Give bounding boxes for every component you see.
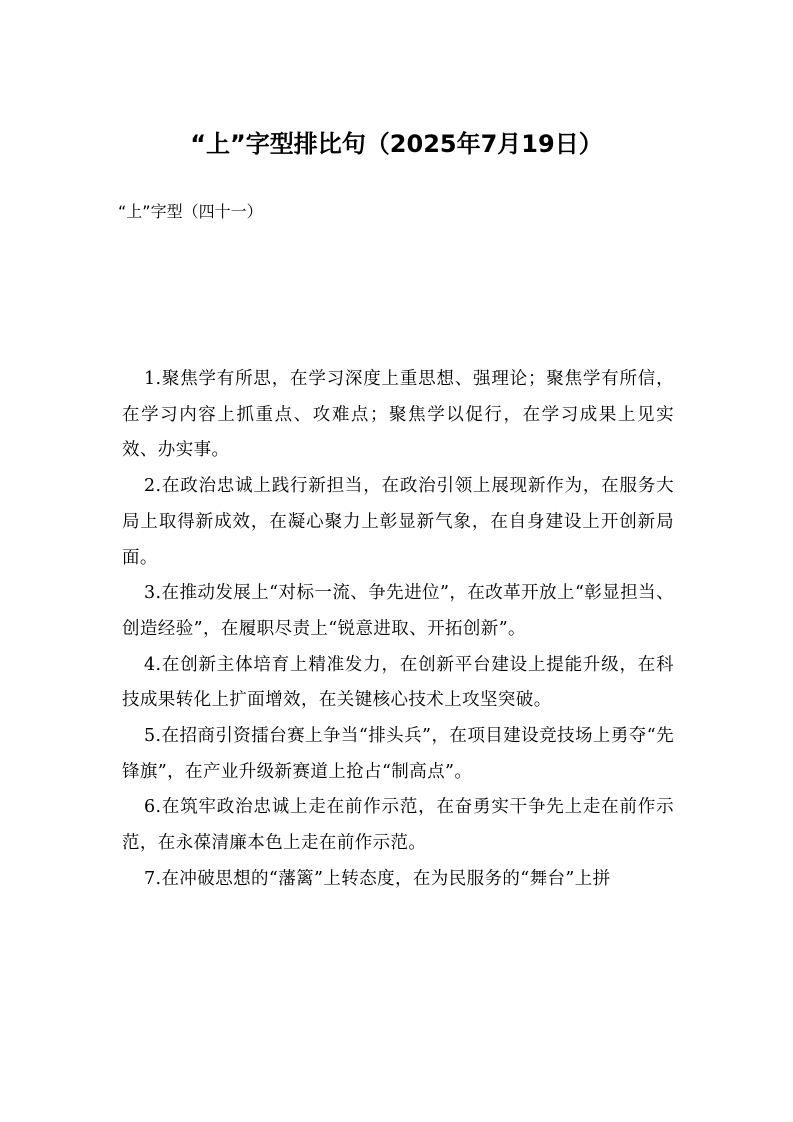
document-subtitle: “上”字型（四十一） — [118, 202, 263, 221]
paragraph-6: 6.在筑牢政治忠诚上走在前作示范，在奋勇实干争先上走在前作示范，在永葆清廉本色上走在前作示范。 — [122, 797, 674, 854]
paragraph-5: 5.在招商引资擂台赛上争当“排头兵”，在项目建设竞技场上勇夺“先锋旗”，在产业升级新赛道上抢占“制高点”。 — [122, 726, 674, 782]
paragraph-3: 3.在推动发展上“对标一流、争先进位”，在改革开放上“彰显担当、创造经验”，在履职尽责上“锐意进取、开拓创新”。 — [122, 583, 674, 639]
paragraph-4: 4.在创新主体培育上精准发力，在创新平台建设上提能升级，在科技成果转化上扩面增效，在关键核心技术上攻坚突破。 — [122, 654, 674, 711]
document-body — [122, 362, 674, 898]
paragraph-7: 7.在冲破思想的“藩篱”上转态度，在为民服务的“舞台”上拼 — [144, 868, 611, 889]
paragraph-1: 1.聚焦学有所思，在学习深度上重思想、强理论；聚焦学有所信，在学习内容上抓重点、攻难点；聚焦学以促行，在学习成果上见实效、办实事。 — [122, 369, 674, 461]
document-title: “上”字型排比句（2025年7月19日） — [190, 130, 603, 158]
paragraph-2: 2.在政治忠诚上践行新担当，在政治引领上展现新作为，在服务大局上取得新成效，在凝心聚力上彰显新气象，在自身建设上开创新局面。 — [122, 476, 674, 568]
